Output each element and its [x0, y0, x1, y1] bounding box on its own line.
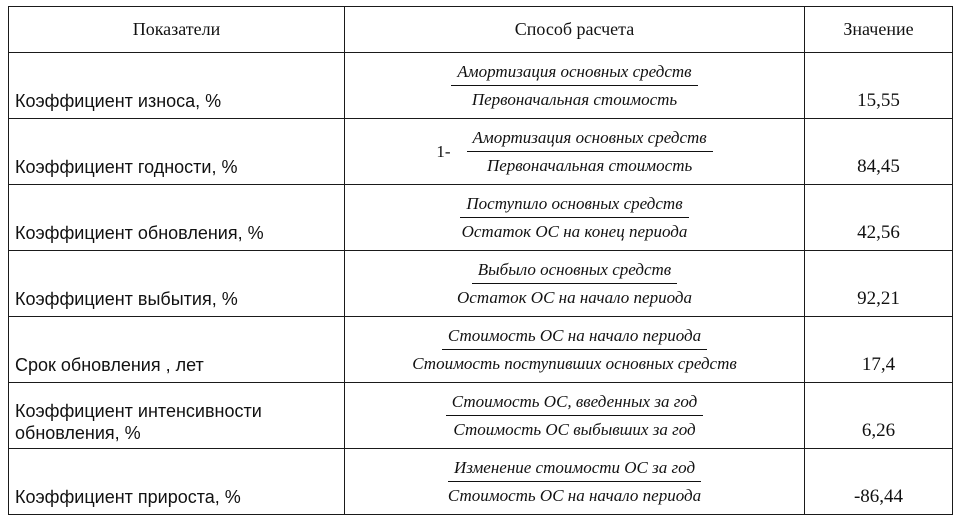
formula-fraction: [446, 391, 703, 441]
indicator-value: -86,44: [853, 486, 904, 507]
header-indicator: Показатели: [9, 7, 345, 53]
table-row: [9, 53, 953, 119]
indicator-name: Коэффициент выбытия, %: [15, 289, 238, 309]
indicator-cell: [9, 383, 345, 449]
value-cell: [805, 383, 953, 449]
indicator-name: Срок обновления , лет: [15, 355, 204, 375]
formula-denominator: Остаток ОС на конец периода: [461, 221, 688, 241]
formula-fraction: [456, 193, 694, 243]
header-value: Значение: [805, 7, 953, 53]
formula-denominator: Первоначальная стоимость: [486, 155, 693, 175]
formula-cell: [345, 383, 805, 449]
formula-fraction: [467, 127, 713, 177]
indicators-table: [8, 6, 953, 515]
table-row: [9, 383, 953, 449]
indicator-cell: [9, 449, 345, 515]
formula-denominator: Стоимость ОС на начало периода: [447, 485, 702, 505]
indicator-value: 42,56: [857, 222, 900, 243]
formula-fraction: [451, 61, 697, 111]
indicator-cell: [9, 53, 345, 119]
indicator-name: Коэффициент износа, %: [15, 91, 222, 111]
indicator-name: Коэффициент обновления, %: [15, 223, 264, 243]
indicator-name: Коэффициент интенсивности обновления, %: [15, 401, 262, 443]
indicator-cell: [9, 251, 345, 317]
value-cell: [805, 251, 953, 317]
formula-denominator: Первоначальная стоимость: [471, 89, 678, 109]
header-method: Способ расчета: [345, 7, 805, 53]
table-row: [9, 119, 953, 185]
table-row: [9, 251, 953, 317]
formula-denominator: Стоимость поступивших основных средств: [412, 353, 737, 373]
formula-cell: [345, 53, 805, 119]
formula-cell: [345, 317, 805, 383]
value-cell: [805, 449, 953, 515]
indicator-name: Коэффициент годности, %: [15, 157, 238, 177]
indicator-value: 6,26: [861, 420, 896, 441]
formula-numerator: Выбыло основных средств: [472, 259, 677, 284]
formula-cell: [345, 185, 805, 251]
value-cell: [805, 317, 953, 383]
formula-cell: [345, 251, 805, 317]
indicator-value: 92,21: [857, 288, 900, 309]
table-row: [9, 317, 953, 383]
indicator-name: Коэффициент прироста, %: [15, 487, 241, 507]
formula-numerator: Амортизация основных средств: [451, 61, 697, 86]
indicator-value: 17,4: [861, 354, 896, 375]
table-row: [9, 449, 953, 515]
formula-fraction: [451, 259, 698, 309]
indicator-value: 15,55: [857, 90, 900, 111]
formula-denominator: Стоимость ОС выбывших за год: [453, 419, 696, 439]
value-cell: [805, 185, 953, 251]
indicator-cell: [9, 185, 345, 251]
formula-numerator: Стоимость ОС, введенных за год: [446, 391, 703, 416]
formula-denominator: Остаток ОС на начало периода: [457, 287, 692, 307]
indicator-value: 84,45: [857, 156, 900, 177]
formula-numerator: Поступило основных средств: [460, 193, 688, 218]
table-row: [9, 185, 953, 251]
formula-prefix: 1-: [436, 141, 451, 161]
formula-cell: [345, 449, 805, 515]
formula-numerator: Амортизация основных средств: [467, 127, 713, 152]
value-cell: [805, 119, 953, 185]
value-cell: [805, 53, 953, 119]
formula-fraction: [406, 325, 743, 375]
table-header-row: [9, 7, 953, 53]
formula-numerator: Изменение стоимости ОС за год: [448, 457, 701, 482]
formula-numerator: Стоимость ОС на начало периода: [442, 325, 707, 350]
indicator-cell: [9, 119, 345, 185]
formula-fraction: [442, 457, 707, 507]
indicator-cell: [9, 317, 345, 383]
formula-cell: [345, 119, 805, 185]
